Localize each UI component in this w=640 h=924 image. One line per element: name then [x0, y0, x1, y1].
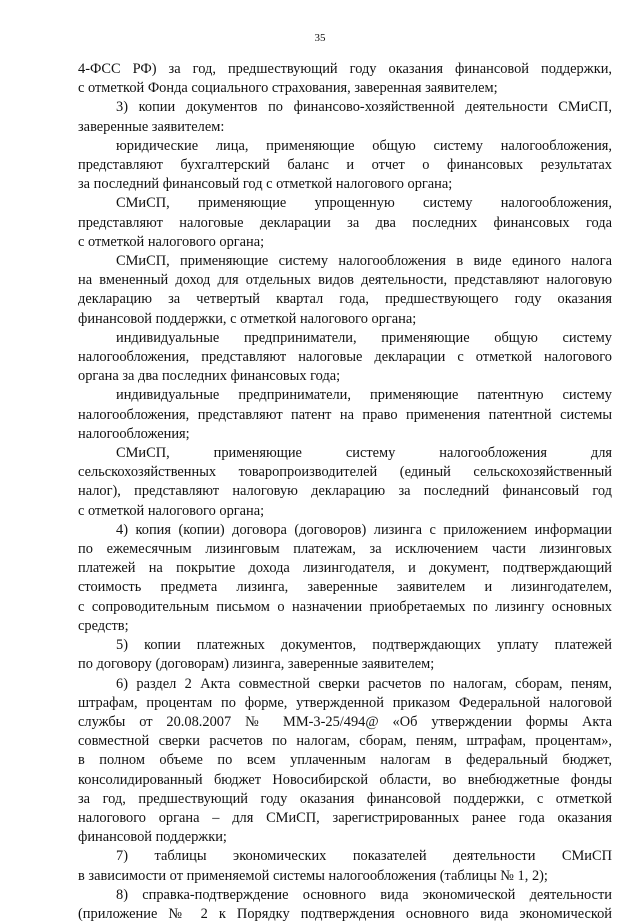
text-line: в полном объеме по всем уплаченным налогам в федеральный бюджет, — [78, 752, 612, 769]
text-line: стоимость предмета лизинга, заверенные заявителем и лизингодателем, — [78, 579, 612, 596]
text-line: налогового органа – для СМиСП, зарегистрированных ранее года оказания — [78, 809, 612, 826]
text-line: сельскохозяйственных товаропроизводителей (единый сельскохозяйственный — [78, 464, 612, 481]
text-line: СМиСП, применяющие систему налогообложения для — [116, 445, 612, 462]
text-line: 5) копии платежных документов, подтверждающих уплату платежей — [116, 637, 612, 654]
text-line: СМиСП, применяющие упрощенную систему налогообложения, — [116, 195, 612, 212]
text-line: по договору (договорам) лизинга, заверенные заявителем; — [78, 656, 435, 673]
text-line: индивидуальные предприниматели, применяющие общую систему — [116, 329, 612, 346]
text-line: представляют налоговые декларации за два последних финансовых года — [78, 214, 612, 231]
text-line: СМиСП, применяющие систему налогообложения в виде единого налога — [116, 253, 612, 270]
text-line: 8) справка-подтверждение основного вида экономической деятельности — [116, 886, 612, 903]
text-line: штрафам, процентам по форме, утвержденной приказом Федеральной налоговой — [78, 694, 612, 711]
text-line: налогообложения, представляют налоговые декларации с отметкой налогового — [78, 349, 612, 366]
text-line: 7) таблицы экономических показателей деятельности СМиСП — [116, 848, 612, 865]
text-line: консолидированный бюджет Новосибирской области, во внебюджетные фонды — [78, 771, 612, 788]
text-line: органа за два последних финансовых года; — [78, 368, 341, 385]
text-line: налогообложения; — [78, 425, 190, 442]
text-line: 4-ФСС РФ) за год, предшествующий году оказания финансовой поддержки, — [78, 61, 612, 77]
text-line: 4) копия (копии) договора (договоров) лизинга с приложением информации — [116, 521, 612, 538]
text-line: налог), представляют налоговую декларацию за последний финансовый год — [78, 483, 612, 500]
text-line: налогообложения, представляют патент на право применения патентной системы — [78, 406, 612, 423]
text-line: службы от 20.08.2007 № ММ-3-25/494@ «Об утверждении формы Акта — [78, 713, 612, 730]
text-line: средств; — [78, 617, 129, 634]
text-line: юридические лица, применяющие общую систему налогообложения, — [116, 137, 612, 154]
page-number: 35 — [314, 32, 326, 44]
text-line: с отметкой налогового органа; — [78, 502, 265, 519]
text-line: за год, предшествующий году оказания финансовой поддержки, с отметкой — [78, 790, 612, 807]
text-line: платежей на покрытие дохода лизингодателя, и документ, подтверждающий — [78, 560, 612, 577]
text-line: финансовой поддержки; — [78, 829, 227, 846]
text-line: с отметкой налогового органа; — [78, 233, 265, 250]
text-line: на вмененный доход для отдельных видов деятельности, представляют налоговую — [78, 272, 612, 289]
text-line: с отметкой Фонда социального страхования, заверенная заявителем; — [78, 80, 498, 97]
text-line: совместной сверки расчетов по налогам, сборам, пеням, штрафам, процентам», — [78, 733, 612, 750]
text-line: представляют бухгалтерский баланс и отчет о финансовых результатах — [78, 157, 612, 174]
text-line: декларацию за четвертый квартал года, предшествующего году оказания — [78, 291, 612, 308]
text-line: индивидуальные предприниматели, применяющие патентную систему — [116, 387, 612, 404]
text-line: в зависимости от применяемой системы налогообложения (таблицы № 1, 2); — [78, 867, 548, 884]
document-body — [78, 60, 612, 924]
text-line: 3) копии документов по финансово-хозяйственной деятельности СМиСП, — [116, 99, 612, 116]
text-line: за последний финансовый год с отметкой налогового органа; — [78, 176, 453, 193]
text-line: заверенные заявителем: — [78, 118, 225, 135]
text-line: (приложение № 2 к Порядку подтверждения основного вида экономической — [78, 905, 612, 922]
text-line: финансовой поддержки, с отметкой налогового органа; — [78, 310, 417, 327]
text-line: с сопроводительным письмом о назначении приобретаемых по лизингу основных — [78, 598, 612, 615]
text-line: 6) раздел 2 Акта совместной сверки расчетов по налогам, сборам, пеням, — [116, 675, 612, 692]
text-line: по ежемесячным лизинговым платежам, за исключением части лизинговых — [78, 541, 612, 558]
